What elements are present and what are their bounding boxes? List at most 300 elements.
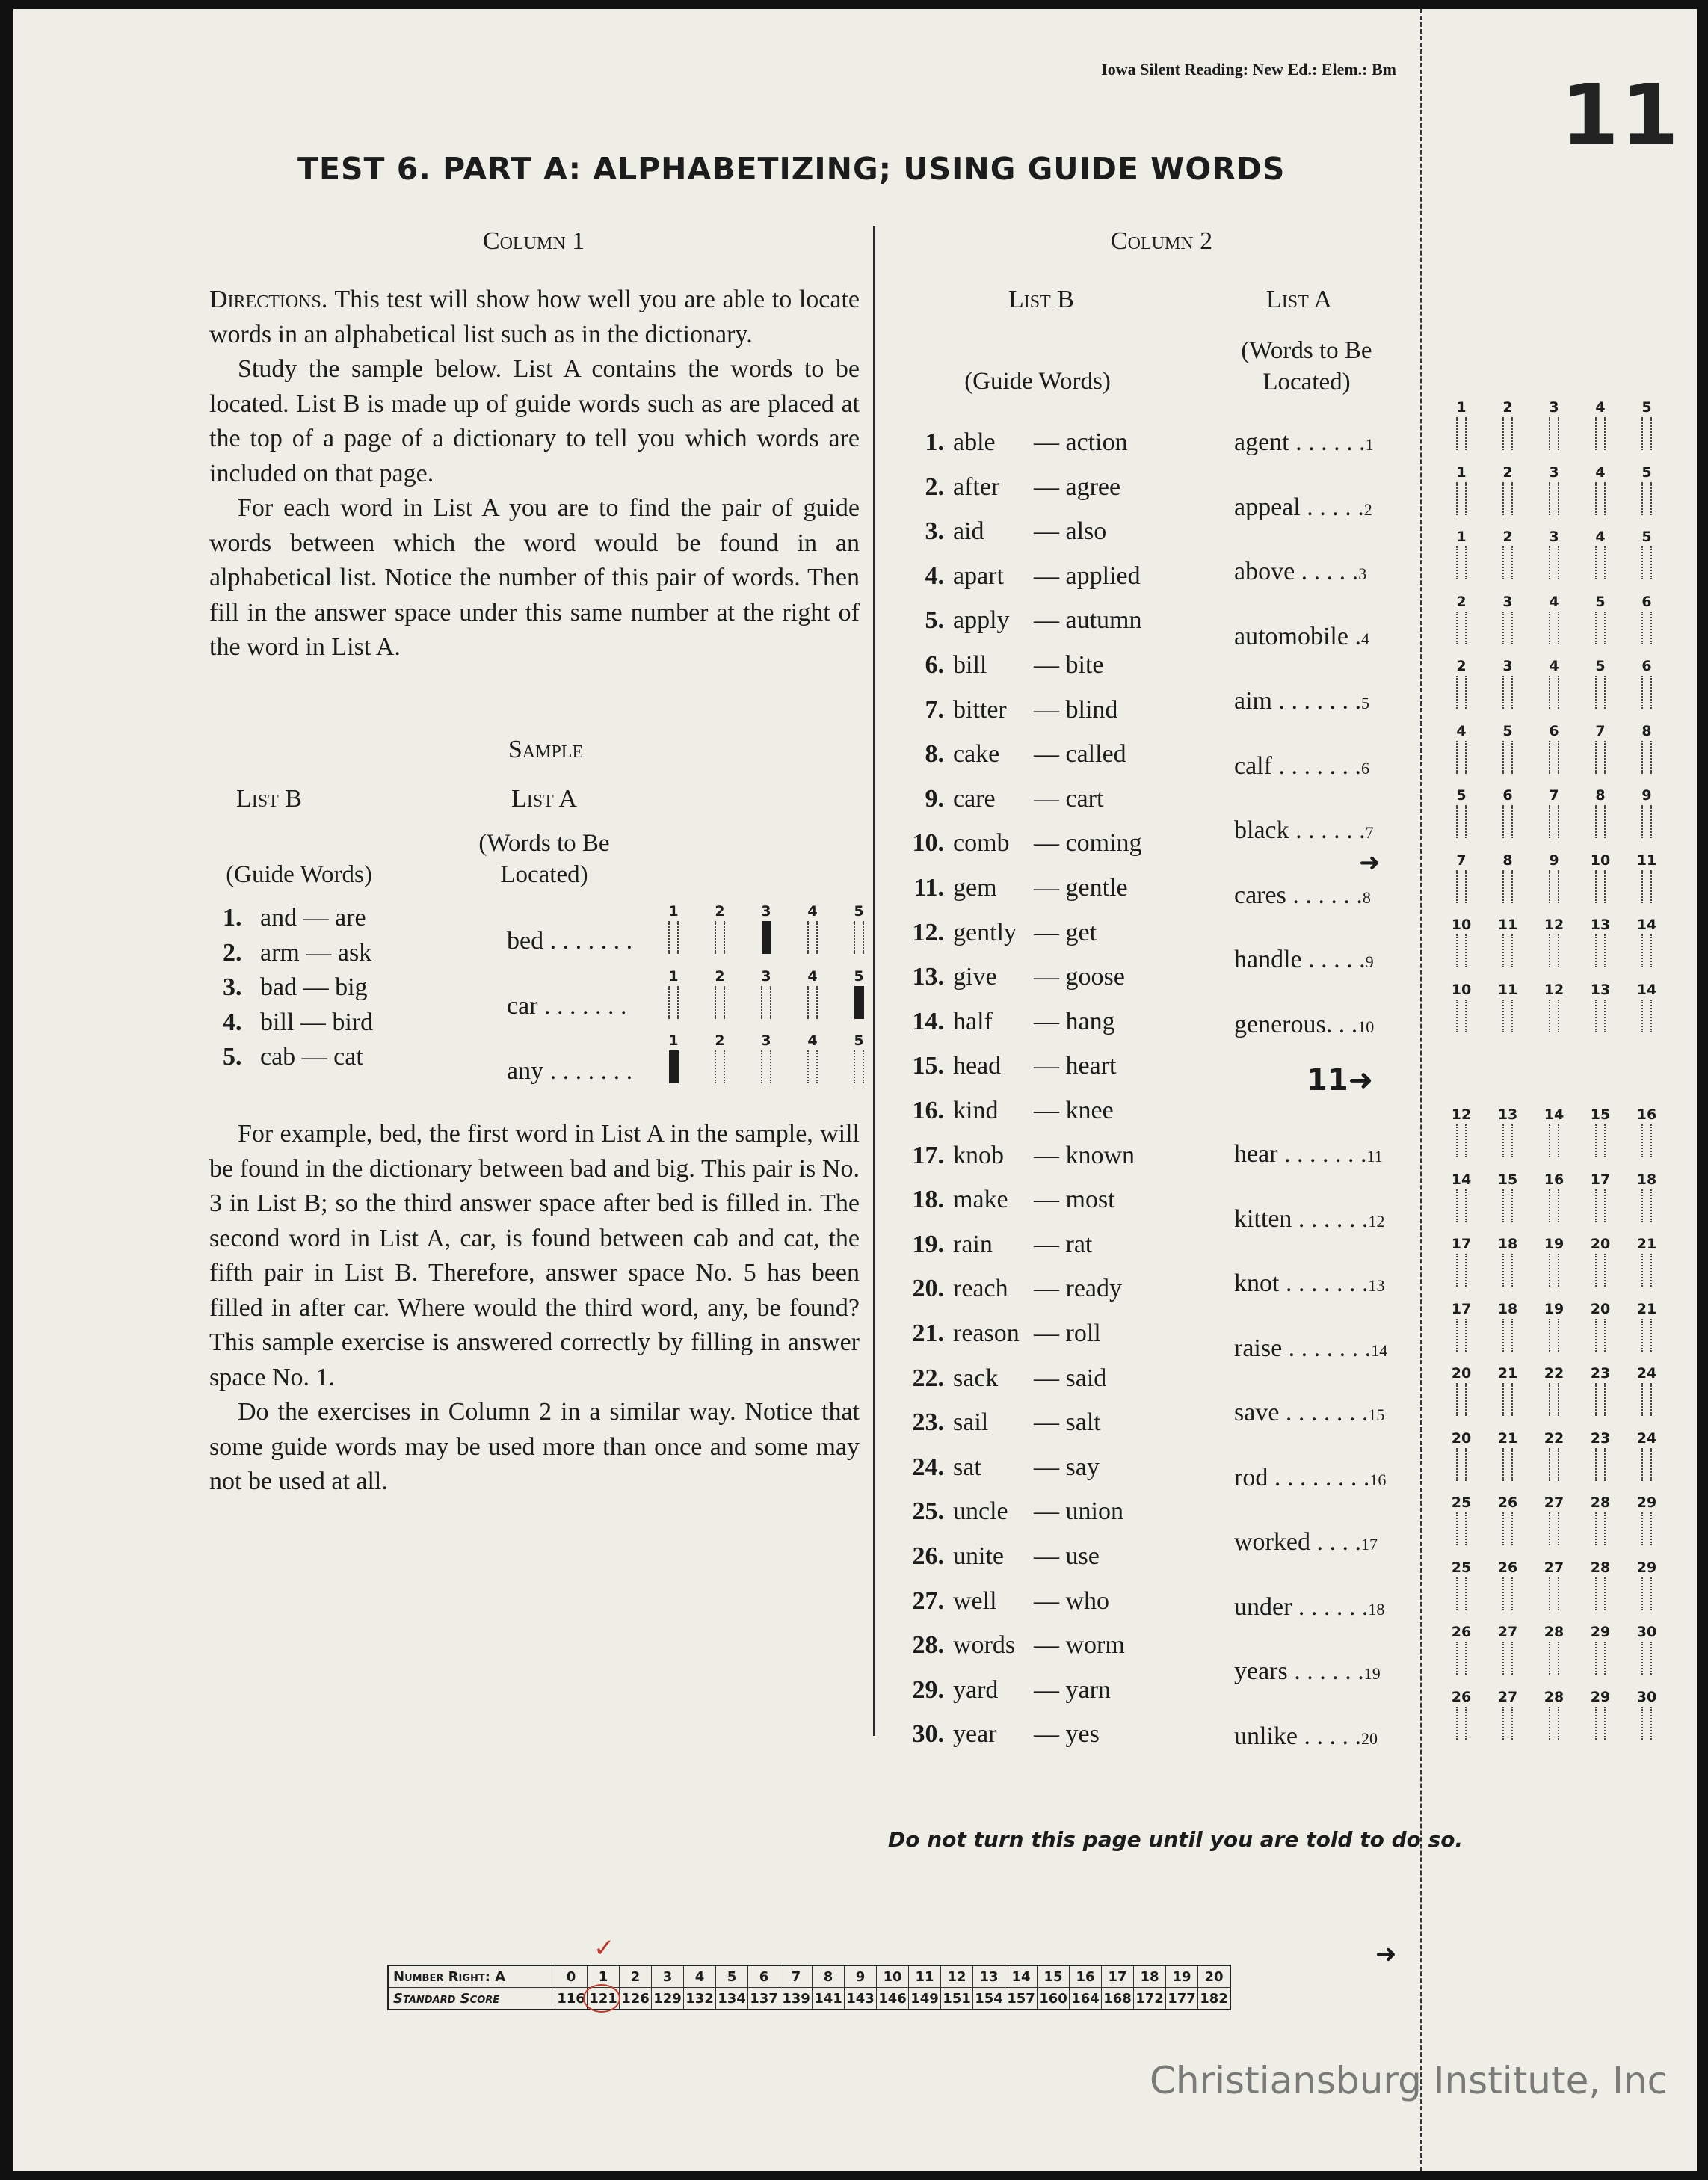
answer-space-label: 8: [1502, 852, 1513, 869]
guide-word-first: after: [953, 472, 1000, 501]
answer-space-label: 22: [1544, 1365, 1564, 1382]
answer-space-label: 6: [1641, 593, 1652, 610]
guide-pair-number: 14.: [912, 1007, 944, 1035]
guide-pair-row: [907, 1274, 1122, 1304]
sample-answer-label: 4: [807, 967, 818, 985]
word-to-locate: [1234, 1139, 1383, 1169]
word-text: unlike . . . . .: [1234, 1722, 1361, 1750]
word-to-locate: [1234, 1527, 1378, 1557]
answer-space-mark: [1502, 1319, 1513, 1352]
guide-word-first: knob: [953, 1141, 1004, 1169]
answer-space-label: 11: [1497, 981, 1518, 998]
guide-word-first: head: [953, 1052, 1002, 1080]
number-right-cell: 3: [652, 1965, 684, 1988]
word-number: 5: [1360, 694, 1369, 712]
answer-space-label: 11: [1497, 917, 1518, 933]
answer-space-label: 20: [1590, 1300, 1611, 1317]
answer-space-label: 9: [1549, 852, 1559, 869]
word-text: handle . . . . .: [1234, 946, 1366, 973]
answer-space: [1589, 464, 1612, 481]
answer-space-label: 17: [1590, 1171, 1611, 1188]
guide-word-second: — autumn: [1034, 606, 1142, 635]
word-number: 16: [1369, 1470, 1387, 1489]
answer-space-mark: [1595, 546, 1606, 579]
guide-pair-row: [907, 784, 1103, 814]
answer-space-label: 6: [1641, 658, 1652, 674]
guide-word-first: reach: [953, 1275, 1008, 1303]
answer-space: [1450, 1236, 1473, 1252]
answer-space-mark: [1595, 482, 1606, 515]
answer-space-mark: [1549, 417, 1559, 450]
guide-pair-number: 4.: [925, 561, 944, 590]
sample-pair-words: cab — cat: [260, 1043, 363, 1071]
answer-space-mark: [1595, 1124, 1606, 1157]
standard-score-cell: 172: [1134, 1988, 1166, 2010]
guide-pair-number: 13.: [912, 963, 944, 991]
guide-word-first: words: [953, 1631, 1016, 1660]
answer-space-mark: [1641, 934, 1652, 967]
answer-space-label: 24: [1636, 1429, 1657, 1447]
word-text: cares . . . . . .: [1234, 881, 1363, 909]
answer-space-mark: [1456, 612, 1467, 644]
answer-space: [1635, 1365, 1658, 1382]
answer-space-label: 14: [1636, 917, 1657, 933]
answer-space: [1589, 1301, 1612, 1317]
sample-answer-label: 3: [761, 967, 771, 985]
answer-space: [1496, 658, 1519, 674]
score-table: [387, 1965, 1231, 2010]
answer-space-mark: [1641, 870, 1652, 903]
standard-score-cell: 126: [620, 1988, 652, 2010]
guide-pair-row: [907, 1185, 1115, 1215]
standard-score-cell: 139: [780, 1988, 813, 2010]
answer-space: [1450, 399, 1473, 416]
answer-space-label: 29: [1590, 1688, 1611, 1705]
sample-answer-space: [755, 1032, 777, 1049]
answer-space-label: 15: [1590, 1106, 1611, 1123]
number-right-cell: 0: [555, 1965, 588, 1988]
guide-pair-number: 3.: [925, 517, 944, 546]
answer-space-label: 4: [1595, 399, 1606, 416]
guide-word-first: bill: [953, 651, 987, 679]
answer-space: [1589, 723, 1612, 739]
sample-answer-empty: [715, 921, 725, 954]
answer-space-mark: [1456, 1124, 1467, 1157]
guide-word-second: — use: [1034, 1542, 1100, 1570]
answer-space-label: 5: [1641, 464, 1652, 481]
number-right-cell: 20: [1198, 1965, 1231, 1988]
answer-space: [1543, 1430, 1565, 1447]
guide-word-first: able: [953, 428, 996, 456]
do-not-turn-notice: Do not turn this page until you are told to do so.: [888, 1827, 1464, 1852]
answer-space-label: 10: [1590, 852, 1611, 869]
sample-answer-empty: [761, 1050, 771, 1083]
sample-pair-number: 3.: [223, 973, 242, 1001]
sample-word: any . . . . . . .: [507, 1057, 633, 1085]
answer-space: [1543, 1236, 1565, 1252]
number-right-cell: 6: [748, 1965, 780, 1988]
answer-space-label: 16: [1544, 1171, 1564, 1188]
guide-pair-row: [907, 650, 1103, 680]
guide-word-second: — union: [1034, 1497, 1123, 1526]
guide-word-second: — agree: [1034, 472, 1121, 501]
answer-space-mark: [1456, 546, 1467, 579]
word-number: 1: [1365, 435, 1374, 454]
sample-answer-label: 5: [854, 1032, 864, 1049]
answer-space: [1450, 658, 1473, 674]
answer-space-mark: [1641, 1448, 1652, 1481]
word-to-locate: [1234, 493, 1372, 523]
number-right-cell: 2: [620, 1965, 652, 1988]
answer-space: [1589, 1624, 1612, 1640]
guide-pair-number: 15.: [912, 1052, 944, 1080]
standard-score-cell: 151: [941, 1988, 973, 2010]
answer-space-label: 16: [1636, 1106, 1657, 1123]
guide-word-second: — heart: [1034, 1052, 1117, 1080]
word-number: 14: [1371, 1340, 1388, 1360]
answer-space-mark: [1549, 1577, 1559, 1610]
answer-space: [1635, 1171, 1658, 1188]
answer-space: [1635, 1494, 1658, 1511]
word-text: knot . . . . . . .: [1234, 1269, 1369, 1297]
answer-space: [1589, 529, 1612, 545]
guide-word-second: — hang: [1034, 1007, 1115, 1035]
answer-space-mark: [1549, 1383, 1559, 1416]
guide-word-second: — knee: [1034, 1097, 1114, 1124]
word-number: 11: [1366, 1147, 1383, 1166]
answer-space-label: 29: [1636, 1559, 1657, 1576]
answer-space: [1496, 1624, 1519, 1640]
answer-space-mark: [1502, 1448, 1513, 1481]
sample-answer-space: [755, 903, 777, 920]
guide-pair-row: [907, 1141, 1135, 1171]
sample-pair-words: bill — bird: [260, 1008, 374, 1036]
word-to-locate: [1234, 1398, 1384, 1428]
word-to-locate: [1234, 428, 1374, 458]
guide-word-second: — bite: [1034, 651, 1104, 679]
answer-space-mark: [1641, 1189, 1652, 1222]
answer-space-label: 5: [1595, 658, 1606, 674]
answer-space: [1543, 723, 1565, 739]
answer-space-mark: [1641, 546, 1652, 579]
word-text: generous. . .: [1234, 1010, 1358, 1038]
answer-space-mark: [1549, 1254, 1559, 1287]
standard-score-cell: 141: [813, 1988, 845, 2010]
number-right-cell: 8: [813, 1965, 845, 1988]
answer-space: [1543, 529, 1565, 545]
guide-pair-number: 10.: [912, 829, 944, 857]
guide-pair-number: 6.: [925, 651, 944, 679]
guide-pair-number: 7.: [925, 695, 944, 724]
sample-pair-words: arm — ask: [260, 938, 372, 967]
answer-space-mark: [1456, 417, 1467, 450]
answer-space: [1543, 658, 1565, 674]
word-number: 15: [1368, 1405, 1385, 1424]
answer-space: [1543, 917, 1565, 933]
guide-word-second: — coming: [1034, 829, 1142, 857]
number-right-cell: 1: [588, 1965, 620, 1988]
answer-space-label: 4: [1595, 529, 1606, 545]
guide-pair-number: 28.: [912, 1631, 944, 1660]
word-number: 20: [1360, 1728, 1378, 1748]
watermark: Christiansburg Institute, Inc: [1150, 2059, 1668, 2102]
answer-space: [1543, 787, 1565, 804]
answer-space-label: 15: [1497, 1171, 1518, 1188]
answer-space-mark: [1549, 482, 1559, 515]
answer-space-label: 2: [1456, 593, 1467, 610]
answer-space: [1543, 1624, 1565, 1640]
answer-space: [1589, 1236, 1612, 1252]
guide-pair-row: [907, 1631, 1125, 1660]
answer-space-mark: [1502, 676, 1513, 709]
answer-space-mark: [1456, 1577, 1467, 1610]
guide-word-first: gently: [953, 918, 1017, 946]
word-number: 9: [1365, 952, 1374, 971]
answer-space: [1496, 1171, 1519, 1188]
next-page-arrow-icon: ➜: [1375, 1939, 1397, 1969]
answer-space: [1635, 1106, 1658, 1123]
answer-space-mark: [1549, 741, 1559, 774]
column2-heading: Column 2: [1110, 227, 1213, 255]
answer-space-mark: [1502, 1577, 1513, 1610]
answer-space-label: 1: [1456, 529, 1467, 545]
answer-space-mark: [1456, 1448, 1467, 1481]
guide-pair-number: 29.: [912, 1675, 944, 1704]
sample-answer-label: 1: [668, 1032, 679, 1049]
answer-space: [1635, 658, 1658, 674]
sample-answer-space: [709, 1032, 731, 1049]
answer-space-mark: [1595, 1448, 1606, 1481]
answer-space-label: 20: [1590, 1236, 1611, 1252]
answer-space-mark: [1456, 482, 1467, 515]
list-a-sub2: Located): [1262, 369, 1351, 395]
word-number: 6: [1360, 758, 1369, 778]
answer-space-mark: [1456, 805, 1467, 838]
guide-word-second: — action: [1034, 428, 1128, 456]
answer-space: [1589, 1430, 1612, 1447]
answer-space: [1496, 1106, 1519, 1123]
answer-space: [1635, 787, 1658, 804]
answer-space-mark: [1456, 1512, 1467, 1545]
answer-space: [1543, 1494, 1565, 1511]
guide-word-first: uncle: [953, 1497, 1008, 1526]
answer-space-label: 11: [1636, 852, 1657, 869]
standard-score-cell: 160: [1038, 1988, 1070, 2010]
sample-pair-row: [223, 938, 371, 968]
answer-space: [1589, 787, 1612, 804]
answer-space-mark: [1595, 1642, 1606, 1675]
word-text: agent . . . . . .: [1234, 428, 1366, 456]
guide-pair-row: [907, 1051, 1116, 1081]
answer-space-mark: [1549, 1189, 1559, 1222]
guide-word-second: — ready: [1034, 1275, 1123, 1303]
answer-space: [1450, 917, 1473, 933]
guide-pair-row: [907, 1319, 1101, 1349]
guide-word-first: rain: [953, 1230, 993, 1258]
answer-space-label: 23: [1590, 1365, 1611, 1382]
sample-answer-space: [801, 903, 824, 920]
word-number: 3: [1358, 564, 1367, 583]
guide-word-first: care: [953, 784, 996, 813]
word-text: above . . . . .: [1234, 558, 1359, 585]
answer-space-mark: [1641, 1319, 1652, 1352]
standard-score-cell: 132: [684, 1988, 716, 2010]
directions-label: Directions.: [209, 286, 328, 313]
answer-space-mark: [1502, 546, 1513, 579]
answer-space-mark: [1641, 741, 1652, 774]
answer-space-label: 27: [1544, 1494, 1564, 1511]
standard-score-cell: 143: [845, 1988, 877, 2010]
answer-space-label: 4: [1549, 658, 1559, 674]
answer-space-mark: [1595, 1319, 1606, 1352]
answer-space-label: 12: [1451, 1106, 1472, 1123]
answer-space-label: 8: [1595, 787, 1606, 804]
guide-pair-row: [907, 1497, 1123, 1527]
answer-space-label: 14: [1451, 1171, 1472, 1188]
guide-word-second: — yarn: [1034, 1675, 1111, 1704]
guide-pair-row: [907, 1675, 1111, 1705]
sample-answer-space: [709, 968, 731, 985]
guide-word-second: — said: [1034, 1364, 1107, 1392]
guide-word-second: — roll: [1034, 1320, 1101, 1347]
answer-space-mark: [1595, 934, 1606, 967]
answer-space-label: 4: [1456, 722, 1467, 739]
answer-space-label: 25: [1451, 1494, 1472, 1511]
sample-answer-empty: [807, 921, 818, 954]
sample-answer-space: [801, 1032, 824, 1049]
answer-space-label: 13: [1590, 917, 1611, 933]
answer-space-label: 27: [1544, 1559, 1564, 1576]
answer-space: [1496, 529, 1519, 545]
guide-pair-row: [907, 918, 1097, 948]
answer-space: [1543, 1301, 1565, 1317]
answer-space-mark: [1549, 1642, 1559, 1675]
sample-word: car . . . . . . .: [507, 992, 627, 1020]
sample-list-a-heading: List A: [511, 785, 577, 813]
answer-space-mark: [1595, 1383, 1606, 1416]
answer-space-mark: [1641, 805, 1652, 838]
number-right-cell: 16: [1070, 1965, 1102, 1988]
guide-word-first: yard: [953, 1675, 999, 1704]
answer-space: [1589, 399, 1612, 416]
answer-space: [1450, 1171, 1473, 1188]
word-to-locate: [1234, 1010, 1374, 1040]
answer-space-label: 10: [1451, 917, 1472, 933]
answer-space: [1635, 1689, 1658, 1705]
answer-space-mark: [1502, 1189, 1513, 1222]
guide-pair-number: 17.: [912, 1141, 944, 1169]
answer-space-mark: [1502, 805, 1513, 838]
sample-heading: Sample: [508, 736, 584, 763]
guide-word-first: cake: [953, 740, 1000, 769]
answer-space-mark: [1595, 870, 1606, 903]
answer-space-label: 13: [1497, 1106, 1518, 1123]
answer-space-mark: [1549, 612, 1559, 644]
answer-space: [1543, 1171, 1565, 1188]
answer-space-label: 18: [1636, 1171, 1657, 1188]
guide-word-second: — yes: [1034, 1720, 1100, 1749]
word-text: automobile .: [1234, 622, 1361, 650]
answer-space-mark: [1502, 1000, 1513, 1032]
guide-word-first: year: [953, 1720, 997, 1749]
answer-space-label: 18: [1497, 1300, 1518, 1317]
answer-space-label: 3: [1502, 593, 1513, 610]
answer-space: [1450, 1494, 1473, 1511]
continue-label: 11: [1307, 1063, 1348, 1097]
answer-space-mark: [1502, 1707, 1513, 1740]
guide-pair-number: 20.: [912, 1275, 944, 1303]
guide-word-second: — worm: [1034, 1631, 1125, 1660]
guide-pair-row: [907, 962, 1125, 992]
standard-score-row: [388, 1988, 1230, 2010]
answer-space-mark: [1549, 870, 1559, 903]
answer-space-label: 17: [1451, 1300, 1472, 1317]
column1-heading: Column 1: [482, 227, 585, 255]
sample-answer-label: 4: [807, 1032, 818, 1049]
sample-answer-label: 2: [715, 903, 725, 920]
answer-space-label: 7: [1595, 722, 1606, 739]
guide-word-first: unite: [953, 1542, 1004, 1570]
answer-space: [1543, 399, 1565, 416]
answer-space: [1635, 464, 1658, 481]
answer-space-label: 6: [1502, 787, 1513, 804]
guide-word-first: give: [953, 963, 997, 991]
answer-space-label: 5: [1502, 722, 1513, 739]
answer-space: [1450, 1301, 1473, 1317]
answer-space: [1589, 1689, 1612, 1705]
answer-space: [1450, 1365, 1473, 1382]
directions-body: This test will show how well you are able to locate words in an alphabetical list such as in the dictionary.: [209, 286, 860, 348]
answer-space-mark: [1502, 741, 1513, 774]
answer-space: [1635, 1559, 1658, 1576]
number-right-cell: 4: [684, 1965, 716, 1988]
answer-space: [1450, 1624, 1473, 1640]
answer-space-mark: [1456, 1707, 1467, 1740]
guide-pair-row: [907, 561, 1141, 591]
answer-space-label: 7: [1456, 852, 1467, 869]
answer-space-label: 23: [1590, 1429, 1611, 1447]
answer-space-mark: [1549, 934, 1559, 967]
word-text: black . . . . . .: [1234, 816, 1366, 844]
sample-answer-label: 5: [854, 967, 864, 985]
sample-list-b-heading: List B: [236, 785, 302, 813]
answer-space-label: 5: [1641, 529, 1652, 545]
guide-pair-row: [907, 1453, 1100, 1482]
guide-pair-number: 27.: [912, 1586, 944, 1615]
sample-answer-empty: [807, 1050, 818, 1083]
answer-space-label: 20: [1451, 1429, 1472, 1447]
sample-answer-label: 1: [668, 967, 679, 985]
answer-space-mark: [1641, 417, 1652, 450]
word-text: raise . . . . . . .: [1234, 1334, 1372, 1362]
answer-space-mark: [1456, 1189, 1467, 1222]
guide-word-second: — blind: [1034, 695, 1118, 724]
answer-space-mark: [1456, 1383, 1467, 1416]
standard-score-cell: 134: [716, 1988, 748, 2010]
sample-answer-filled: [762, 921, 771, 954]
guide-pair-number: 1.: [925, 428, 944, 456]
answer-space-mark: [1549, 1124, 1559, 1157]
answer-space: [1496, 1494, 1519, 1511]
answer-space-mark: [1456, 1319, 1467, 1352]
answer-space-mark: [1502, 612, 1513, 644]
answer-space-mark: [1641, 482, 1652, 515]
answer-space: [1543, 464, 1565, 481]
sample-pair-words: bad — big: [260, 973, 368, 1001]
guide-pair-number: 16.: [912, 1097, 944, 1124]
guide-pair-number: 9.: [925, 784, 944, 813]
final-instructions: Do the exercises in Column 2 in a similar way. Notice that some guide words may be used more than once and some may not be used at all.: [209, 1398, 860, 1495]
